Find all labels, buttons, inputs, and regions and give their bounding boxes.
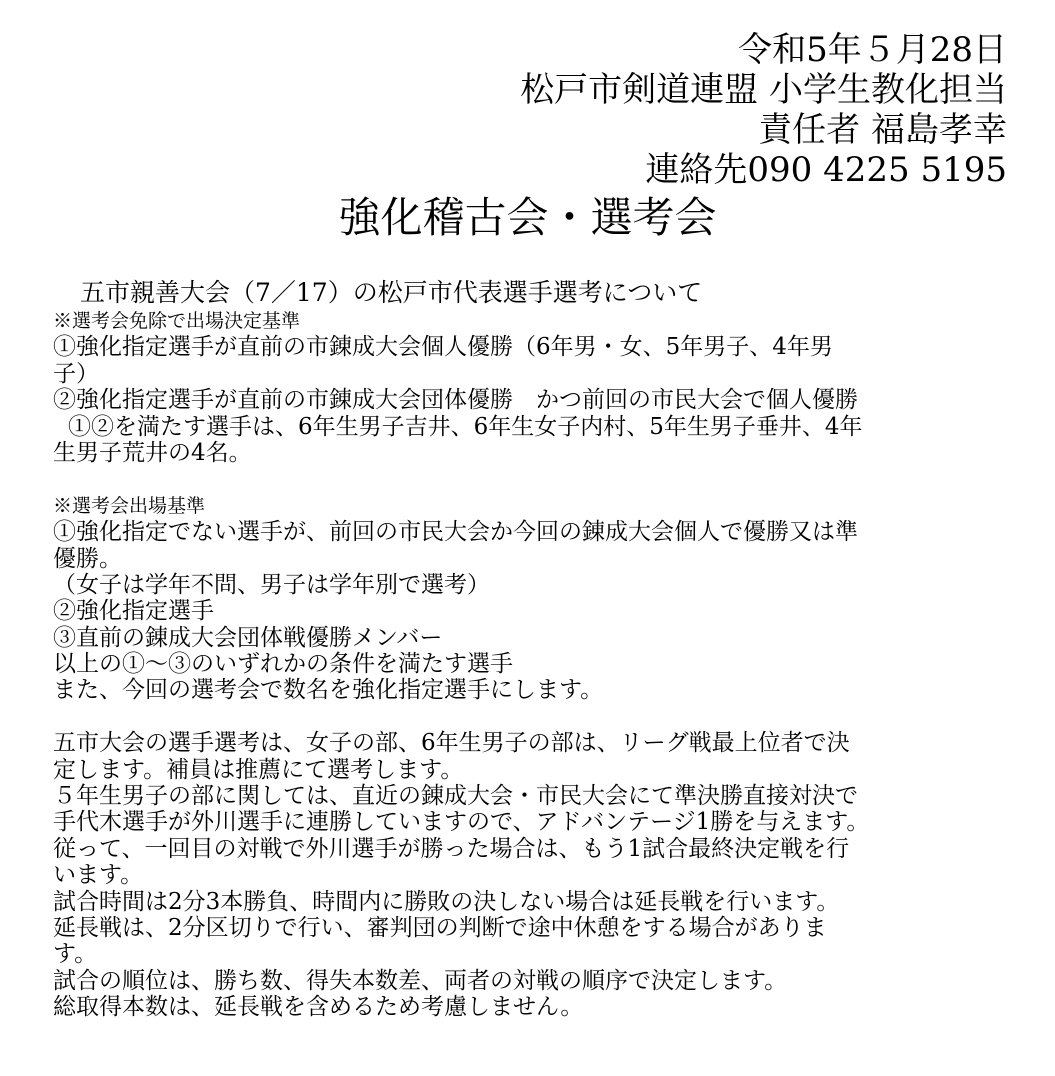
body-line: ①強化指定選手が直前の市錬成大会個人優勝（6年男・女、5年男子、4年男 (53, 334, 833, 361)
body-line: います。 (53, 862, 144, 889)
body-line: 優勝。 (53, 545, 122, 572)
document-subtitle: 五市親善大会（7／17）の松戸市代表選手選考について (80, 278, 703, 307)
body-line: 生男子荒井の4名。 (53, 439, 252, 466)
body-line: 延長戦は、2分区切りで行い、審判団の判断で途中休憩をする場合がありま (53, 914, 827, 941)
body-line: 子） (53, 360, 99, 387)
body-line: ５年生男子の部に関しては、直近の錬成大会・市民大会にて準決勝直接対決で (53, 783, 858, 810)
body-line: 従って、一回目の対戦で外川選手が勝った場合は、もう1試合最終決定戦を行 (53, 835, 850, 862)
body-line: （女子は学年不問、男子は学年別で選考） (53, 571, 490, 598)
body-line: ②強化指定選手 (53, 598, 214, 625)
body-line: ②強化指定選手が直前の市錬成大会団体優勝 かつ前回の市民大会で個人優勝 (53, 387, 858, 414)
spacer (53, 704, 893, 730)
date-line: 令和5年５月28日 (738, 30, 1007, 70)
organization-line: 松戸市剣道連盟 小学生教化担当 (520, 70, 1007, 110)
document-title: 強化稽古会・選考会 (338, 193, 717, 242)
document-body (53, 278, 893, 1021)
body-line: 五市大会の選手選考は、女子の部、6年生男子の部は、リーグ戦最上位者で決 (53, 730, 850, 757)
responsible-person-line: 責任者 福島孝幸 (758, 110, 1007, 150)
body-line: 試合時間は2分3本勝負、時間内に勝敗の決しない場合は延長戦を行います。 (53, 888, 840, 915)
body-line: 総取得本数は、延長戦を含めるため考慮しません。 (53, 994, 584, 1021)
spacer (53, 466, 893, 492)
document-header (520, 30, 1007, 190)
body-line: ①強化指定でない選手が、前回の市民大会か今回の錬成大会個人で優勝又は準 (53, 519, 858, 546)
body-line: ①②を満たす選手は、6年生男子吉井、6年生女子内村、5年生男子垂井、4年 (68, 413, 863, 440)
body-line: ③直前の錬成大会団体戦優勝メンバー (53, 624, 443, 651)
body-line: す。 (53, 941, 98, 968)
body-line: 定します。補員は推薦にて選考します。 (53, 756, 464, 783)
contact-line: 連絡先090 4225 5195 (645, 150, 1007, 190)
body-line: 手代木選手が外川選手に連勝していますので、アドバンテージ1勝を与えます。 (53, 809, 870, 836)
body-line: 以上の①〜③のいずれかの条件を満たす選手 (53, 651, 513, 678)
section-heading-criteria: ※選考会出場基準 (53, 494, 206, 517)
section-heading-exemption: ※選考会免除で出場決定基準 (53, 310, 301, 332)
body-line: 試合の順位は、勝ち数、得失本数差、両者の対戦の順序で決定します。 (53, 967, 788, 994)
body-line: また、今回の選考会で数名を強化指定選手にします。 (53, 677, 604, 704)
